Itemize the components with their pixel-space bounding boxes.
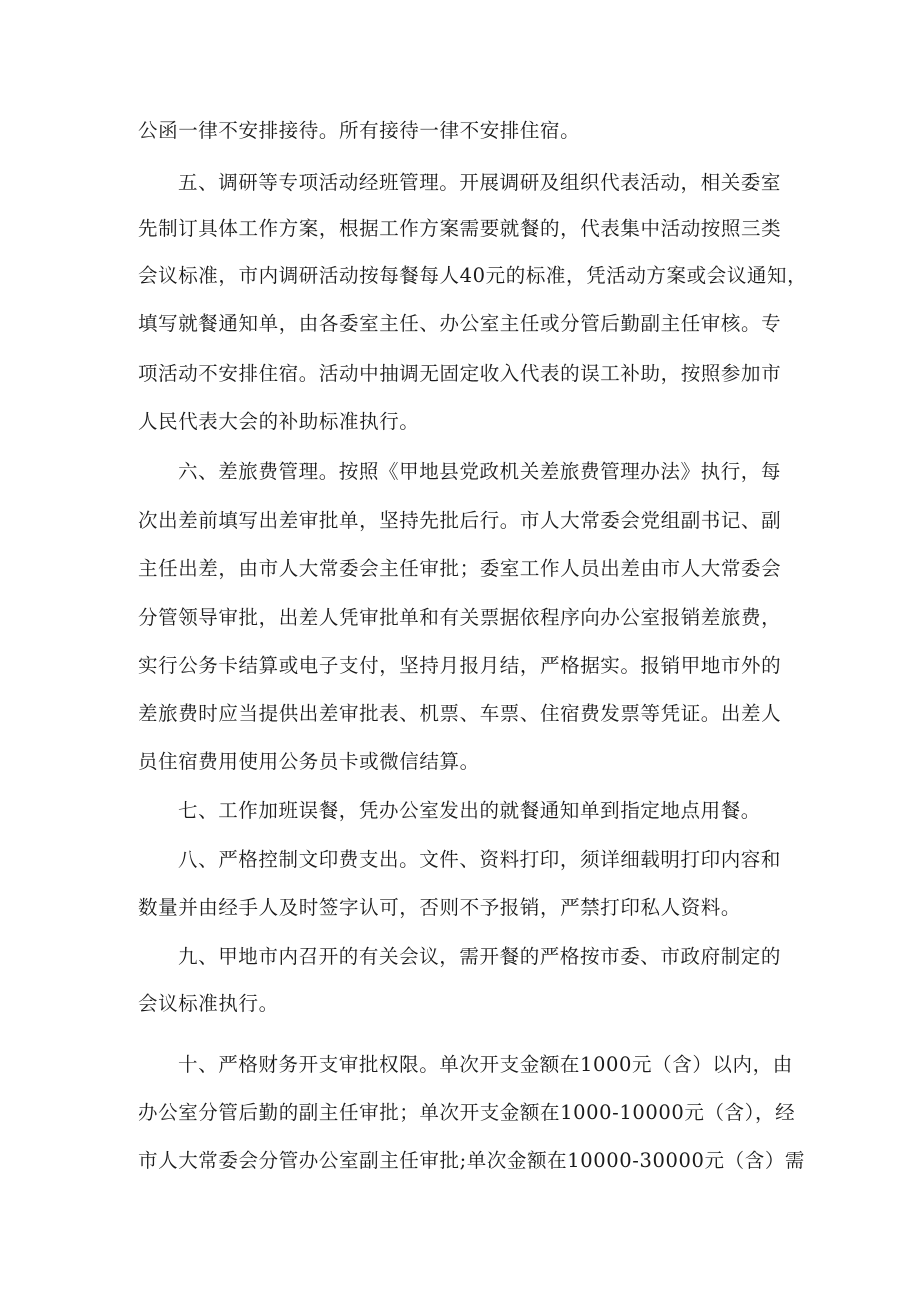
- paragraph-10-line-1: 十、严格财务开支审批权限。单次开支金额在1000元（含）以内，由: [178, 1053, 793, 1076]
- paragraph-8-line-1: 八、严格控制文印费支出。文件、资料打印，须详细载明打印内容和: [178, 848, 782, 871]
- paragraph-9-line-1: 九、甲地市内召开的有关会议，需开餐的严格按市委、市政府制定的: [178, 945, 782, 968]
- paragraph-6-line-5: 实行公务卡结算或电子支付，坚持月报月结，严格据实。报销甲地市外的: [138, 654, 782, 677]
- paragraph-5-line-2: 先制订具体工作方案，根据工作方案需要就餐的，代表集中活动按照三类: [138, 217, 782, 240]
- paragraph-6-line-7: 员住宿费用使用公务员卡或微信结算。: [138, 750, 480, 773]
- paragraph-6-line-1: 六、差旅费管理。按照《甲地县党政机关差旅费管理办法》执行，每: [178, 460, 782, 483]
- paragraph-6-line-6: 差旅费时应当提供出差审批表、机票、车票、住宿费发票等凭证。出差人: [138, 702, 782, 725]
- paragraph-7-line-1: 七、工作加班误餐，凭办公室发出的就餐通知单到指定地点用餐。: [178, 799, 761, 822]
- paragraph-5-line-1: 五、调研等专项活动经班管理。开展调研及组织代表活动，相关委室: [178, 171, 782, 194]
- paragraph-10-line-3: 市人大常委会分管办公室副主任审批;单次金额在10000-30000元（含）需: [138, 1149, 806, 1172]
- paragraph-9-line-2: 会议标准执行。: [138, 992, 279, 1015]
- paragraph-6-line-4: 分管领导审批，出差人凭审批单和有关票据依程序向办公室报销差旅费，: [138, 606, 782, 629]
- paragraph-5-line-5: 项活动不安排住宿。活动中抽调无固定收入代表的误工补助，按照参加市: [138, 362, 782, 385]
- paragraph-5-line-4: 填写就餐通知单，由各委室主任、办公室主任或分管后勤副主任审核。专: [138, 312, 782, 335]
- paragraph-5-line-3: 会议标准，市内调研活动按每餐每人40元的标准，凭活动方案或会议通知，: [138, 264, 808, 287]
- paragraph-8-line-2: 数量并由经手人及时签字认可，否则不予报销，严禁打印私人资料。: [138, 896, 742, 919]
- paragraph-6-line-3: 主任出差，由市人大常委会主任审批；委室工作人员出差由市人大常委会: [138, 557, 782, 580]
- paragraph-5-line-6: 人民代表大会的补助标准执行。: [138, 410, 420, 433]
- paragraph-6-line-2: 次出差前填写出差审批单，坚持先批后行。市人大常委会党组副书记、副: [138, 509, 782, 532]
- paragraph-10-line-2: 办公室分管后勤的副主任审批；单次开支金额在1000-10000元（含），经: [138, 1101, 796, 1124]
- paragraph-reception-line-1: 公函一律不安排接待。所有接待一律不安排住宿。: [138, 119, 581, 142]
